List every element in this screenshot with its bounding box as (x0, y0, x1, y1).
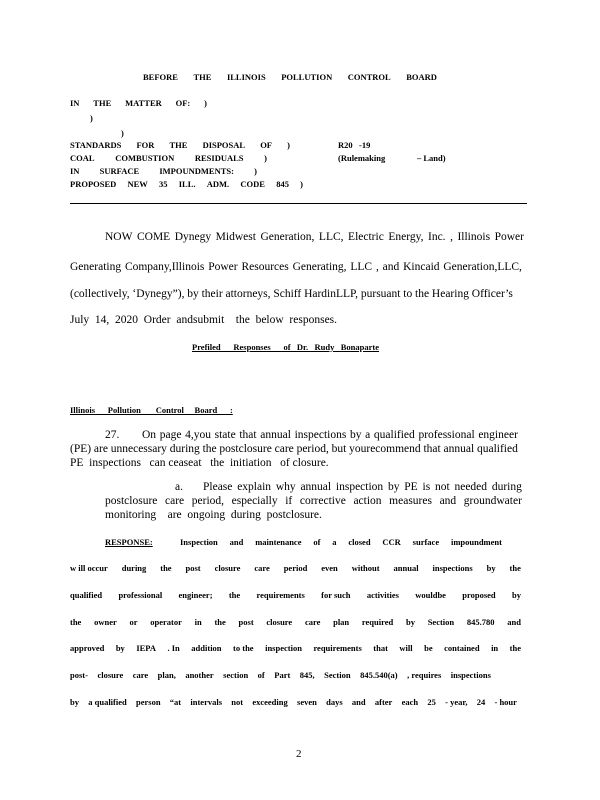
question-word: period, (296, 443, 329, 455)
response-word: wouldbe (415, 590, 446, 600)
title-word: THE (193, 72, 212, 82)
question-word: care (274, 443, 294, 455)
proposed-word: NEW (127, 179, 148, 189)
intro-word: Power (494, 231, 524, 243)
response-word: 845.540(a) (360, 670, 398, 680)
response-word: w ill occur (70, 563, 108, 573)
response-word: approved (70, 643, 105, 653)
question-word: professional (418, 429, 475, 441)
response-word: of (313, 537, 321, 547)
intro-word: (collectively, (70, 288, 130, 300)
response-word: by (70, 697, 79, 707)
subquestion-line (203, 481, 522, 493)
subquestion-word: if (285, 495, 293, 507)
question-word: but (331, 443, 347, 455)
response-word: the (509, 643, 521, 653)
response-word: inspections (432, 563, 473, 573)
response-word: qualified (70, 590, 103, 600)
intro-word: Power (208, 261, 238, 273)
response-word: Section (324, 670, 351, 680)
intro-word: Generation,LLC, (443, 261, 522, 273)
response-word: intervals (190, 697, 223, 707)
caption-paren: ) (90, 113, 93, 123)
response-word: “at (169, 697, 182, 707)
response-word: even (321, 563, 338, 573)
question-word: during (169, 443, 200, 455)
question-line: PE inspections can ceaseat the initiation of closure. (70, 457, 329, 469)
response-word: , requires (407, 670, 442, 680)
response-word: post (185, 563, 201, 573)
response-word: - year, (445, 697, 468, 707)
response-line (70, 617, 521, 627)
response-word: will (399, 643, 413, 653)
intro-word: Generation, (260, 231, 315, 243)
response-word: IEPA (136, 643, 156, 653)
surface-word: ) (254, 166, 257, 176)
docket-number: R20 -19 (338, 140, 371, 150)
subquestion-word: especially (231, 495, 278, 507)
response-word: owner (94, 617, 117, 627)
proposed-word: 845 (276, 179, 289, 189)
response-word: seven (297, 697, 317, 707)
response-word: 845.780 (466, 617, 495, 627)
response-word: Part (274, 670, 291, 680)
caption-rule (70, 203, 527, 204)
intro-word: Energy, (388, 231, 424, 243)
standards-word: STANDARDS (70, 140, 122, 150)
response-word: of (257, 670, 265, 680)
question-word: postclosure (219, 443, 272, 455)
intro-word: their (201, 288, 223, 300)
question-word: a (365, 429, 371, 441)
response-word: person (135, 697, 161, 707)
intro-word: and (382, 261, 400, 273)
response-word: - hour (494, 697, 517, 707)
title-word: ILLINOIS (226, 72, 266, 82)
proposed-word: CODE (240, 179, 265, 189)
response-word: and (507, 617, 521, 627)
subquestion-word: Please (203, 481, 233, 493)
response-word: days (326, 697, 343, 707)
intro-word: Generating (70, 261, 122, 273)
response-word: the (160, 563, 172, 573)
response-word: proposed (462, 590, 496, 600)
subquestion-word: explain (237, 481, 272, 493)
subquestion-word: and (439, 495, 457, 507)
intro-line: July 14, 2020 Order andsubmit the below responses. (70, 314, 338, 326)
question-word: annual (443, 443, 475, 455)
land-label: – Land) (417, 153, 446, 163)
standards-word: ) (287, 140, 290, 150)
response-word: section (223, 670, 249, 680)
response-word: required (361, 617, 394, 627)
response-word: engineer; (178, 590, 213, 600)
intro-word: LLC, (318, 231, 344, 243)
intro-word: attorneys, (225, 288, 271, 300)
response-word: that (373, 643, 388, 653)
prefiled-subheading: Prefiled Responses of Dr. Rudy Bonaparte (192, 342, 380, 352)
question-word: state (214, 429, 236, 441)
subquestion-word: corrective (299, 495, 346, 507)
coal-line (70, 153, 267, 163)
intro-word: Officer’s (471, 288, 513, 300)
intro-line (105, 231, 524, 243)
question-number: 27. (105, 429, 120, 441)
proposed-word: 35 (159, 179, 168, 189)
subquestion-word: is (422, 481, 431, 493)
question-word: annual (260, 429, 291, 441)
response-word: by (511, 590, 521, 600)
response-word: addition (191, 643, 222, 653)
question-word: that (239, 429, 257, 441)
response-word: 24 (476, 697, 486, 707)
response-word: 25 (427, 697, 436, 707)
surface-word: IMPOUNDMENTS: (159, 166, 234, 176)
response-word: post (238, 617, 254, 627)
response-word: exceeding (252, 697, 288, 707)
subquestion-word: PE (404, 481, 418, 493)
subquestion-word: measures (389, 495, 432, 507)
response-word: the (228, 590, 241, 600)
question-word: qualified (373, 429, 415, 441)
response-line (70, 643, 521, 653)
response-word: another (185, 670, 214, 680)
response-word: impoundment (450, 537, 502, 547)
response-word: during (121, 563, 147, 573)
subquestion-word: groundwater (463, 495, 522, 507)
response-word: closure (214, 563, 241, 573)
subquestion-word: period, (191, 495, 225, 507)
standards-word: FOR (136, 140, 155, 150)
response-word: to the (233, 643, 254, 653)
response-word: the (70, 617, 82, 627)
question-word: the (202, 443, 217, 455)
title-word: POLLUTION (281, 72, 333, 82)
response-word: without (351, 563, 380, 573)
intro-word: Dynegy (174, 231, 212, 243)
intro-word: ‘Dynegy”), (132, 288, 185, 300)
response-word: contained (444, 643, 480, 653)
subquestion-word: during (491, 481, 522, 493)
response-word: period (283, 563, 308, 573)
response-word: Inspection (180, 537, 218, 547)
intro-word: Company,Illinois (124, 261, 205, 273)
intro-word: Schiff (273, 288, 302, 300)
proposed-word: PROPOSED (70, 179, 117, 189)
intro-line (70, 288, 513, 300)
intro-word: Midwest (215, 231, 256, 243)
title-word: BOARD (406, 72, 437, 82)
matter-word: OF: (175, 98, 191, 108)
intro-word: Electric (348, 231, 384, 243)
question-word: page (159, 429, 182, 441)
coal-word: COAL (70, 153, 95, 163)
subquestion-word: postclosure (105, 495, 158, 507)
subquestion-word: care (165, 495, 185, 507)
intro-word: , (450, 231, 453, 243)
subquestion-word: inspection (335, 481, 384, 493)
response-word: the (509, 563, 521, 573)
intro-word: Hearing (431, 288, 469, 300)
response-word: care (304, 617, 321, 627)
response-word: and (229, 537, 244, 547)
response-word: operator (150, 617, 182, 627)
standards-word: THE (169, 140, 188, 150)
question-word: (PE) (70, 443, 92, 455)
response-word: closure (266, 617, 293, 627)
question-word: On (142, 429, 157, 441)
response-word: closure (97, 670, 124, 680)
standards-word: OF (260, 140, 272, 150)
intro-word: to (403, 288, 413, 300)
intro-word: LLC (350, 261, 373, 273)
caption-paren: ) (121, 128, 124, 138)
rulemaking-label: (Rulemaking (338, 153, 386, 163)
intro-word: COME (136, 231, 171, 243)
response-word: in (491, 643, 499, 653)
response-word: plan, (157, 670, 176, 680)
question-word: engineer (478, 429, 518, 441)
response-word: after (374, 697, 393, 707)
coal-word: RESIDUALS (194, 153, 244, 163)
response-line (70, 697, 517, 707)
response-word: professional (118, 590, 163, 600)
question-word: unnecessary (110, 443, 167, 455)
question-word: by (349, 429, 362, 441)
standards-line (70, 140, 290, 150)
matter-line (70, 98, 207, 108)
response-word: . In (167, 643, 180, 653)
subquestion-word: why (275, 481, 296, 493)
response-word: inspection (265, 643, 302, 653)
subquestion-line: monitoring are ongoing during postclosure. (105, 509, 322, 521)
intro-word: Kincaid (403, 261, 440, 273)
response-word: closed (348, 537, 371, 547)
response-word: activities (366, 590, 399, 600)
response-word: requirements (256, 590, 305, 600)
question-word: qualified (476, 443, 518, 455)
subquestion-label: a. (175, 481, 183, 493)
response-word: a qualified (88, 697, 127, 707)
response-word: maintenance (255, 537, 302, 547)
intro-word: the (415, 288, 430, 300)
standards-word: DISPOSAL (202, 140, 246, 150)
response-word: or (129, 617, 138, 627)
matter-word: THE (93, 98, 112, 108)
response-label: RESPONSE: (105, 537, 153, 547)
surface-word: SURFACE (99, 166, 140, 176)
response-word: be (424, 643, 433, 653)
question-word: inspections (294, 429, 347, 441)
response-word: by (405, 617, 415, 627)
response-word: the (214, 617, 226, 627)
response-word: by (115, 643, 125, 653)
question-line (142, 429, 518, 441)
subquestion-word: needed (454, 481, 488, 493)
response-line (70, 670, 491, 680)
response-word: care (254, 563, 270, 573)
question-word: are (93, 443, 108, 455)
response-line (180, 537, 502, 547)
response-word: for such (321, 590, 351, 600)
response-word: post- (70, 670, 88, 680)
response-word: and (351, 697, 366, 707)
response-word: annual (393, 563, 419, 573)
response-word: Section (427, 617, 455, 627)
question-word: 4,you (185, 429, 211, 441)
intro-word: Resources (241, 261, 289, 273)
coal-word: COMBUSTION (115, 153, 175, 163)
response-word: each (401, 697, 419, 707)
response-word: by (486, 563, 496, 573)
coal-word: ) (264, 153, 267, 163)
response-word: 845, (299, 670, 315, 680)
response-word: not (231, 697, 244, 707)
subquestion-word: not (434, 481, 450, 493)
subquestion-word: annual (300, 481, 332, 493)
question-word: that (423, 443, 441, 455)
response-word: care (132, 670, 149, 680)
intro-word: by (187, 288, 199, 300)
matter-word: IN (70, 98, 80, 108)
page-number: 2 (296, 748, 302, 760)
proposed-word: ) (300, 179, 303, 189)
response-word: inspections (450, 670, 491, 680)
response-word: CCR (382, 537, 401, 547)
response-word: plan (333, 617, 350, 627)
intro-word: NOW (105, 231, 133, 243)
response-word: a (332, 537, 337, 547)
subquestion-word: action (353, 495, 382, 507)
response-word: requirements (313, 643, 362, 653)
proposed-word: ILL. (178, 179, 196, 189)
intro-word: Generating, (292, 261, 347, 273)
question-line (70, 443, 518, 455)
matter-word: ) (204, 98, 207, 108)
board-heading: Illinois Pollution Control Board : (70, 405, 233, 415)
title-word: BEFORE (143, 72, 178, 82)
question-word: yourecommend (349, 443, 421, 455)
surface-line (70, 166, 257, 176)
subquestion-word: by (387, 481, 400, 493)
surface-word: IN (70, 166, 80, 176)
response-line (70, 563, 521, 573)
intro-line (70, 261, 522, 273)
intro-word: , (375, 261, 379, 273)
proposed-word: ADM. (206, 179, 230, 189)
response-word: surface (412, 537, 440, 547)
intro-word: HardinLLP, (304, 288, 359, 300)
intro-word: Illinois (457, 231, 491, 243)
caption-title (143, 72, 437, 82)
title-word: CONTROL (347, 72, 391, 82)
response-word: in (194, 617, 202, 627)
subquestion-line (105, 495, 522, 507)
intro-word: Inc. (427, 231, 446, 243)
proposed-line (70, 179, 303, 189)
intro-word: pursuant (360, 288, 401, 300)
response-line (70, 590, 521, 600)
matter-word: MATTER (125, 98, 162, 108)
